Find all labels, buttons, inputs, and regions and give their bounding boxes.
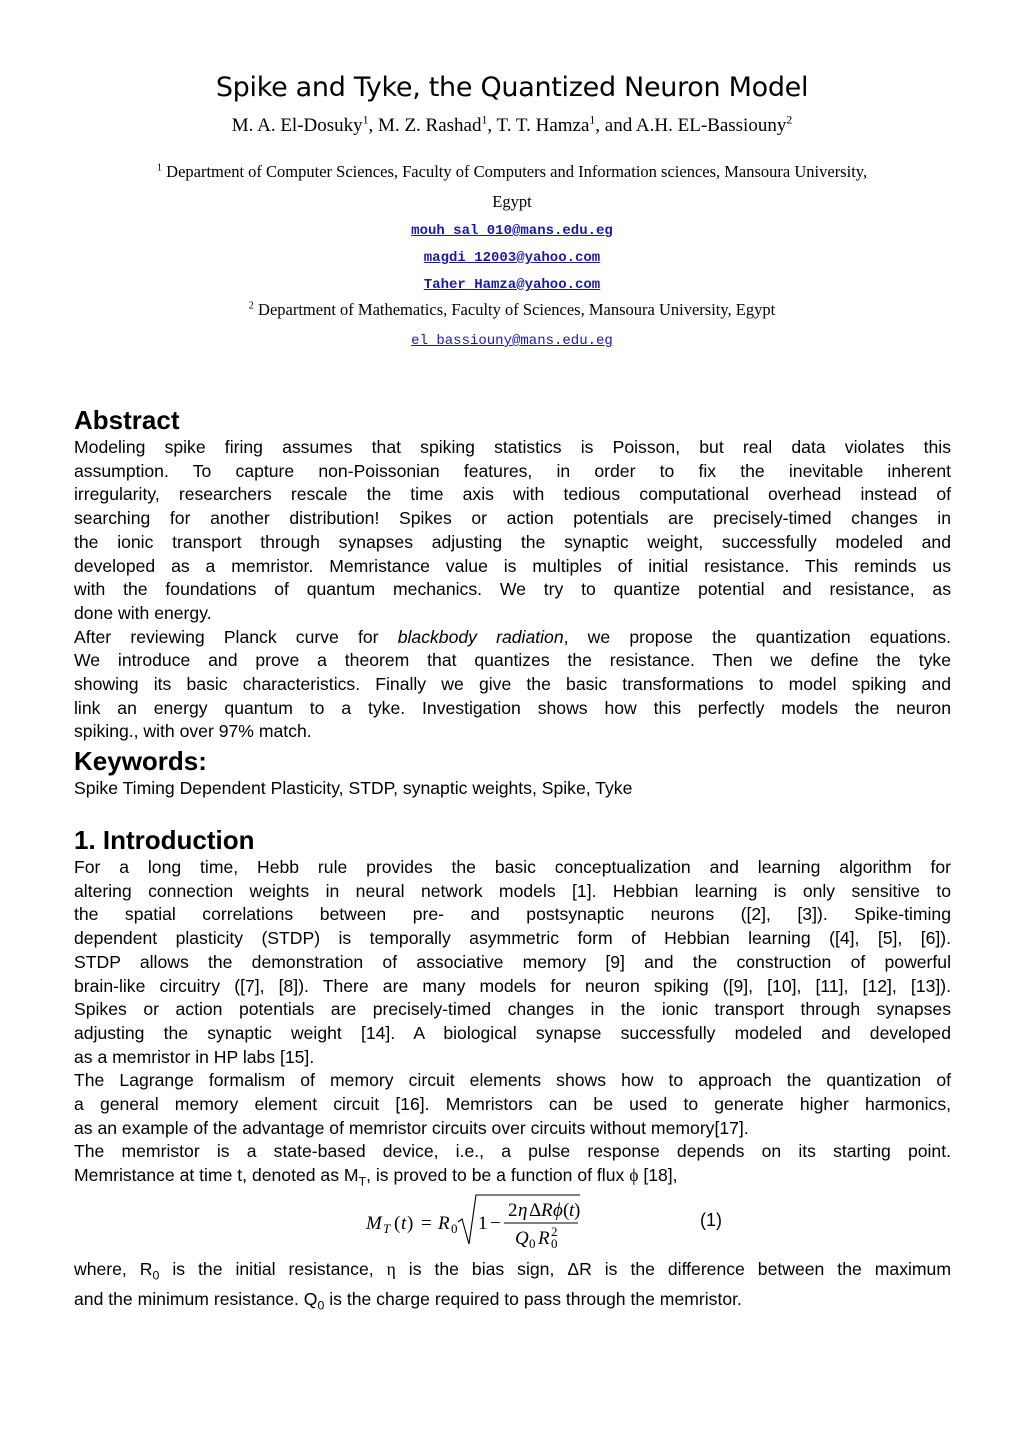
svg-text:1: 1 — [478, 1213, 488, 1234]
introduction-body: For a long time, Hebb rule provides the basic conceptualization and learning algorithm for altering connection weights in neural network models [1]. Hebbian learning is only sensitive to the spatial correlations between pre- and postsynaptic neurons ([2], [3]). Spike-timing dependent plasticity (STDP) is temporally asymmetric form of Hebbian learning ([4], [5], [6]). STDP allows the demonstration of associative memory [9] and the construction of powerful brain-like circuitry ([7], [8]). There are many models for neuron spiking ([9], [10], [11], [12], [13]). Spikes or action potentials are precisely-timed changes in the ionic transport through synapses adjusting the synaptic weight [14]. A biological synapse successfully modeled and developed as a memristor in HP labs [15]. The Lagrange formalism of memory circuit elements shows how to approach the quantization of a general memory element circuit [16]. Memristors can be used to generate higher harmonics, as an example of the advantage of memristor circuits over circuits without memory[17]. The memristor is a state-based device, i.e., a pulse response depends on its starting point. Memristance at time t, denoted as $M_T$, is proved to be a function of flux ϕ [18], — [74, 857, 951, 1189]
svg-text:t: t — [569, 1200, 575, 1221]
svg-text:0: 0 — [551, 1236, 558, 1251]
email-link[interactable]: Taher_Hamza@yahoo.com — [423, 277, 601, 293]
email-link[interactable]: el_bassiouny@mans.edu.eg — [411, 333, 613, 349]
equation-number: (1) — [700, 1210, 722, 1230]
author-list: M. A. El-Dosuky$^1$, M. Z. Rashad$^1$, T. T. Hamza$^1$, and A.H. EL-Bassiouny$^2$ — [231, 113, 793, 136]
keywords-heading: Keywords: — [74, 746, 207, 776]
svg-text:2: 2 — [508, 1200, 518, 1221]
introduction-heading: 1. Introduction — [74, 825, 255, 855]
svg-text:t: t — [401, 1213, 407, 1234]
author-4: and A.H. EL-Bassiouny — [604, 115, 787, 136]
svg-text:0: 0 — [529, 1236, 536, 1251]
svg-text:0: 0 — [451, 1221, 458, 1236]
affiliation-1-country: Egypt — [492, 192, 532, 211]
paper-title: Spike and Tyke, the Quantized Neuron Model — [215, 72, 809, 103]
svg-text:(: ( — [563, 1200, 570, 1221]
email-link[interactable]: mouh_sal_010@mans.edu.eg — [411, 223, 613, 239]
affiliation-1: $^1$ Department of Computer Sciences, Faculty of Computers and Information sciences, Mansoura University, — [156, 162, 868, 181]
author-2: M. Z. Rashad — [378, 115, 482, 136]
abstract-body: Modeling spike firing assumes that spiking statistics is Poisson, but real data violates this assumption. To capture non-Poissonian features, in order to fix the inevitable inherent irregularity, researchers rescale the time axis with tedious computational overhead instead of searching for another distribution! Spikes or action potentials are precisely-timed changes in the ionic transport through synapses adjusting the synaptic weight, successfully modeled and developed as a memristor. Memristance value is multiples of initial resistance. This reminds us with the foundations of quantum mechanics. We try to quantize potential and resistance, as done with energy. After reviewing Planck curve for blackbody radiation, we propose the quantization equations. We introduce and prove a theorem that quantizes the resistance. Then we define the tyke showing its basic characteristics. Finally we give the basic transformations to model spiking and link an energy quantum to a tyke. Investigation shows how this perfectly models the neuron spiking., with over 97% match. — [74, 437, 951, 742]
affiliation-2: $^2$ Department of Mathematics, Faculty of Sciences, Mansoura University, Egypt — [248, 300, 776, 319]
equation-explanation: where, $R_0$ is the initial resistance, η is the bias sign, ΔR is the difference between the maximum and the minimum resistance. $Q_0$ is the charge required to pass through the memristor. — [74, 1259, 951, 1313]
memristance-equation — [0, 1192, 1024, 1252]
svg-text:ϕ: ϕ — [553, 1200, 563, 1221]
svg-text:R: R — [541, 1200, 553, 1221]
svg-text:T: T — [383, 1221, 391, 1236]
svg-text:2: 2 — [551, 1224, 558, 1239]
email-link[interactable]: magdi_12003@yahoo.com — [423, 250, 601, 266]
keywords-body: Spike Timing Dependent Plasticity, STDP, synaptic weights, Spike, Tyke — [74, 778, 633, 798]
equation-1 — [0, 1192, 1024, 1252]
svg-text:): ) — [574, 1200, 581, 1221]
svg-text:M: M — [366, 1213, 382, 1234]
author-1: M. A. El-Dosuky — [231, 115, 363, 136]
svg-text:R: R — [538, 1228, 550, 1249]
svg-text:R: R — [438, 1213, 450, 1234]
abstract-heading: Abstract — [74, 405, 180, 435]
svg-text:=: = — [421, 1213, 432, 1234]
svg-text:): ) — [407, 1213, 414, 1234]
svg-text:Q: Q — [515, 1228, 529, 1249]
svg-text:(: ( — [394, 1213, 401, 1234]
svg-text:η: η — [518, 1200, 528, 1221]
author-3: T. T. Hamza — [496, 115, 590, 136]
svg-text:Δ: Δ — [529, 1200, 542, 1221]
svg-text:−: − — [490, 1213, 501, 1234]
